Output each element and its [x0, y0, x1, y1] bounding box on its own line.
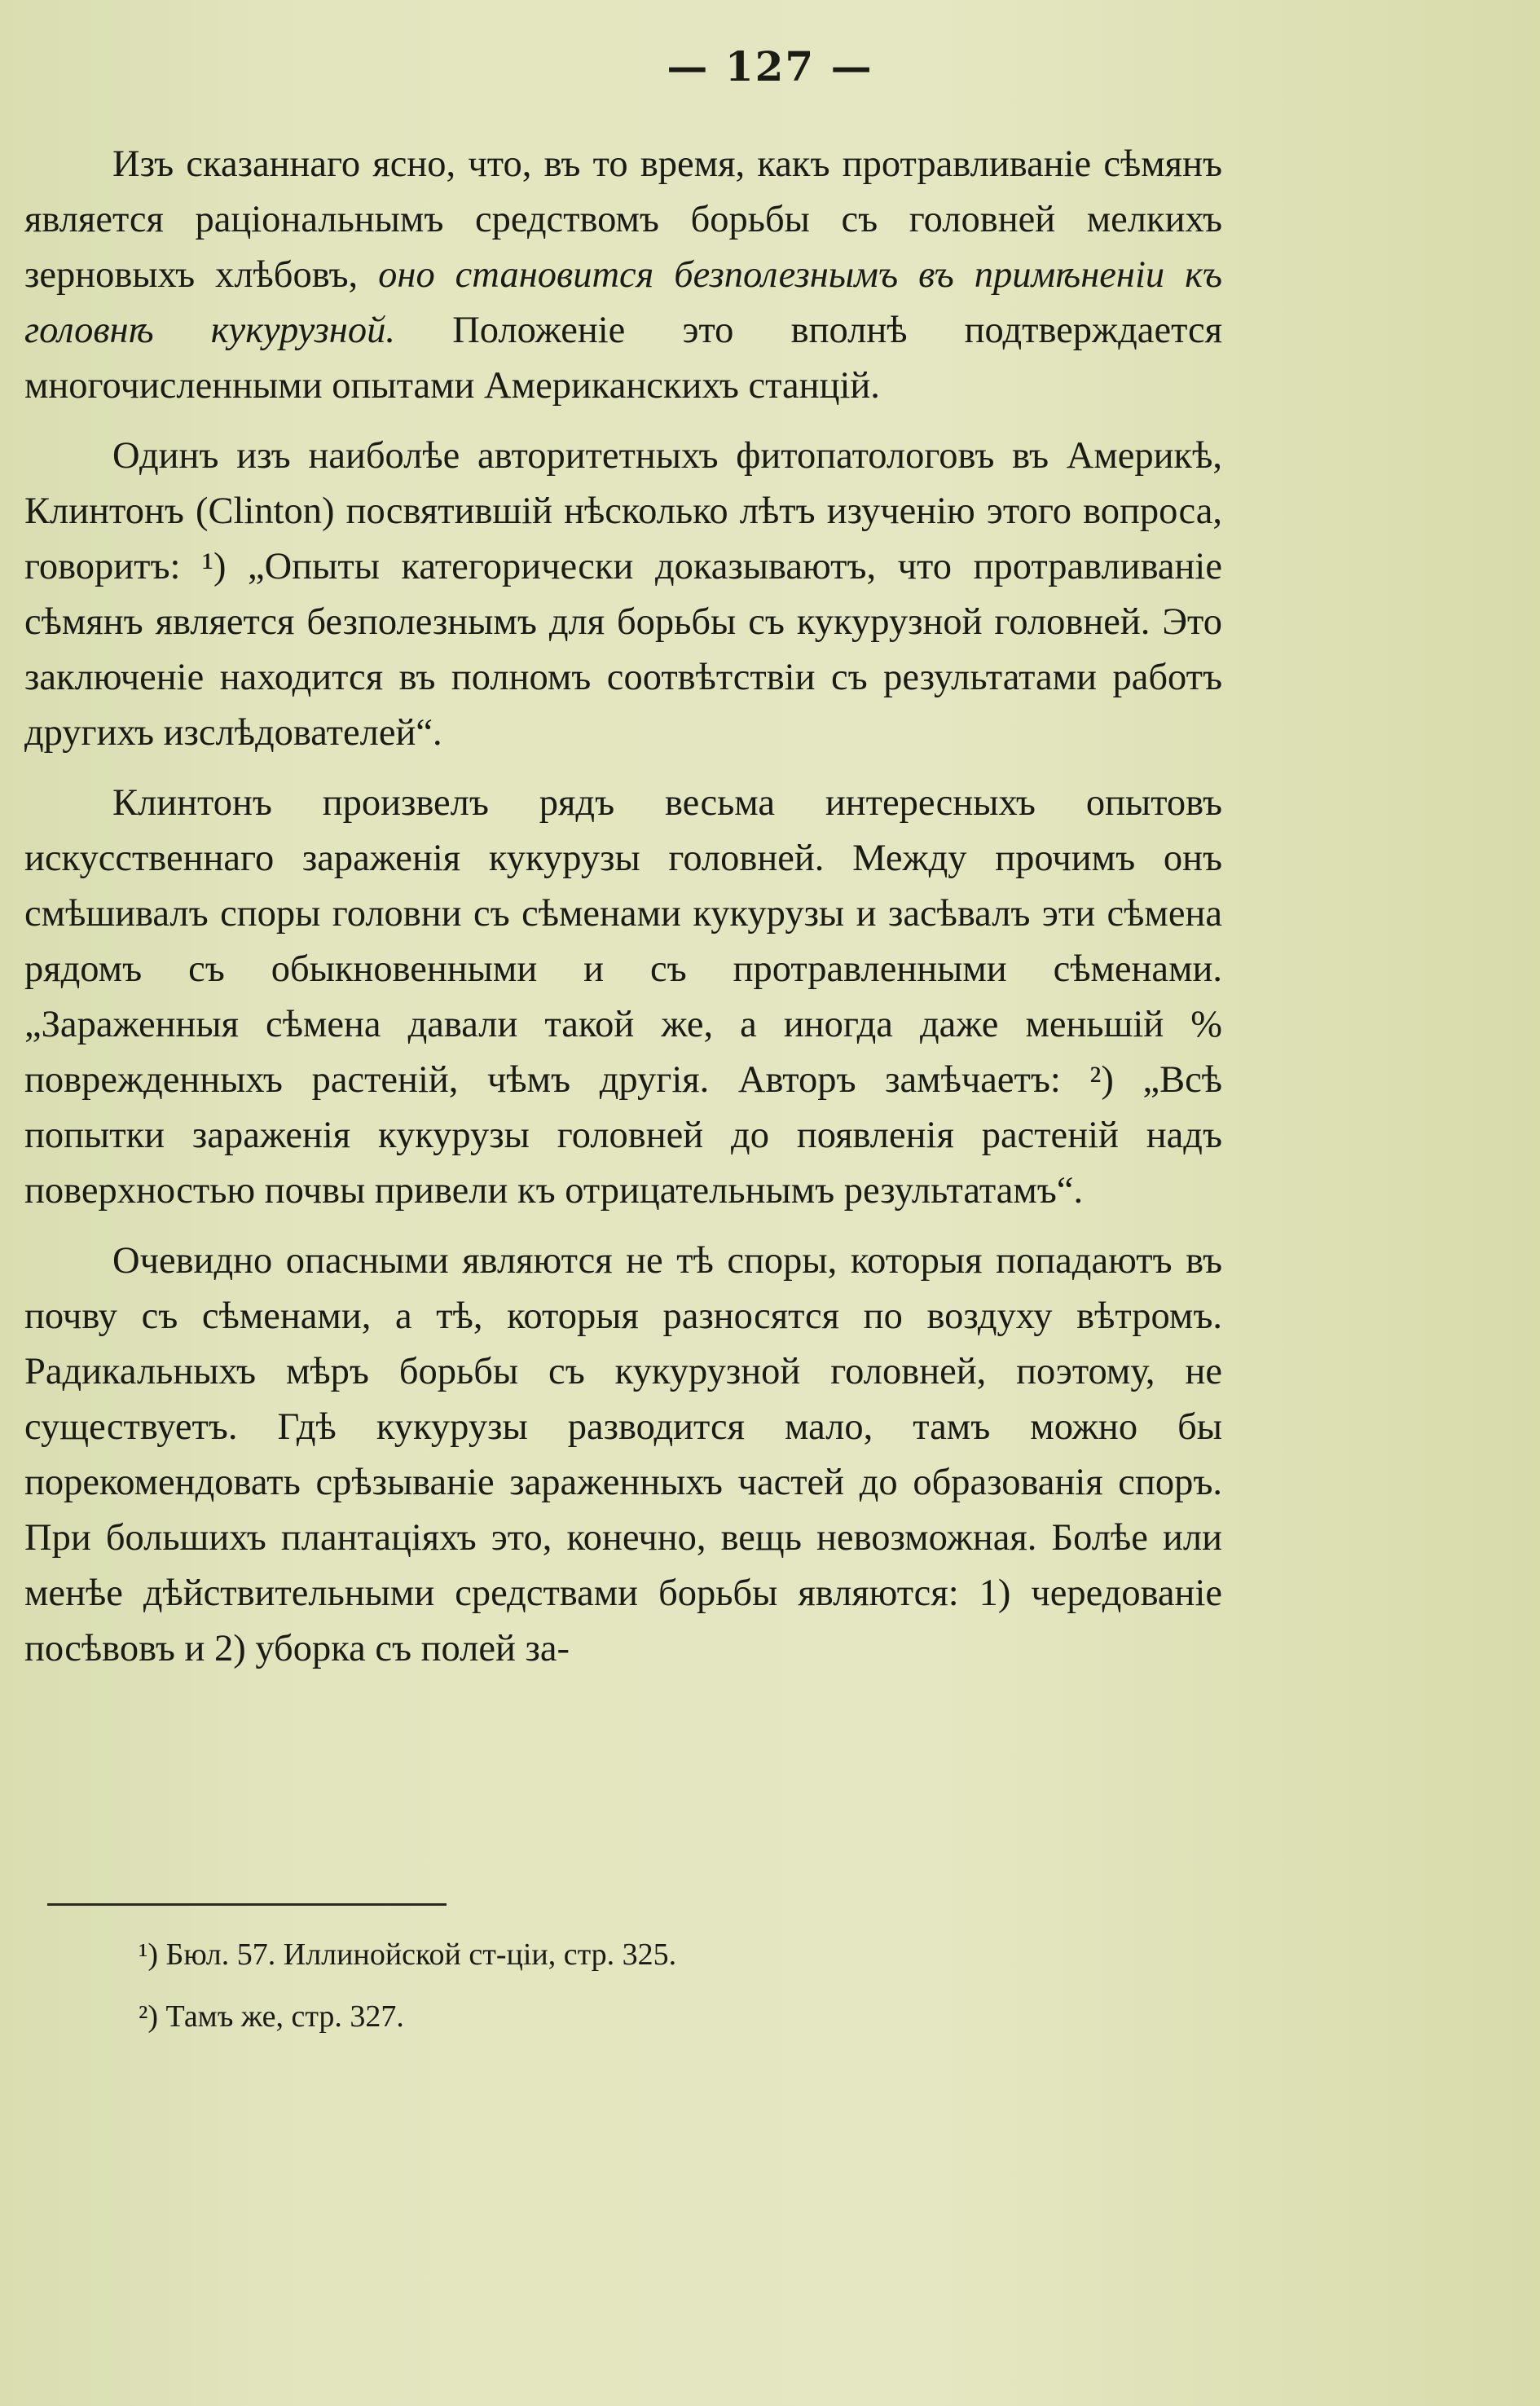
paragraph-1-text: Изъ сказаннаго ясно, что, въ то время, какъ протравливаніе сѣмянъ является раціональнымъ средствомъ борьбы съ головней мелкихъ зерновыхъ хлѣбовъ, — [24, 143, 1222, 296]
paragraph-2: Одинъ изъ наиболѣе авторитетныхъ фитопатологовъ въ Америкѣ, Клинтонъ (Clinton) посвятившій нѣсколько лѣтъ изученію этого вопроса, говоритъ: ¹) „Опыты категорически доказываютъ, что протравливаніе сѣмянъ является безполезнымъ для борьбы съ кукурузной головней. Это заключеніе находится въ полномъ соотвѣтствіи съ результатами работъ другихъ изслѣдователей“. — [24, 435, 1222, 754]
footnote-1: ¹) Бюл. 57. Иллинойской ст-ціи, стр. 325. — [139, 1938, 677, 1972]
paragraph-1 — [24, 137, 1222, 414]
paragraph-3: Клинтонъ произвелъ рядъ весьма интересныхъ опытовъ искусственнаго зараженія кукурузы головней. Между прочимъ онъ смѣшивалъ споры головни съ сѣменами кукурузы и засѣвалъ эти сѣмена рядомъ съ обыкновенными и съ протравленными сѣменами. „Зараженныя сѣмена давали такой же, а иногда даже меньшій % поврежденныхъ растеній, чѣмъ другія. Авторъ замѣчаетъ: ²) „Всѣ попытки зараженія кукурузы головней до появленія растеній надъ поверхностью почвы привели къ отрицательнымъ результатамъ“. — [24, 782, 1222, 1212]
footnote-2: ²) Тамъ же, стр. 327. — [139, 1999, 404, 2034]
paragraph-1-text-after: Положеніе это вполнѣ подтверждается многочисленными опытами Американскихъ станцій. — [24, 310, 1223, 407]
page-number-header: — 127 — — [667, 42, 873, 90]
footnotes — [139, 1927, 1116, 2051]
paragraph-4: Очевидно опасными являются не тѣ споры, которыя попадаютъ въ почву съ сѣменами, а тѣ, которыя разносятся по воздуху вѣтромъ. Радикальныхъ мѣръ борьбы съ кукурузной головней, поэтому, не существуетъ. Гдѣ кукурузы разводится мало, тамъ можно бы порекомендовать срѣзываніе зараженныхъ частей до образованія споръ. При большихъ плантаціяхъ это, конечно, вещь невозможная. Болѣе или менѣе дѣйствительными средствами борьбы являются: 1) чередованіе посѣвовъ и 2) уборка съ полей за- — [24, 1240, 1222, 1669]
main-text — [24, 137, 1222, 1691]
footnote-divider — [47, 1903, 447, 1906]
paragraph-1-italic: оно становится безполезнымъ въ примѣненіи къ головнѣ кукурузной. — [24, 254, 1222, 351]
